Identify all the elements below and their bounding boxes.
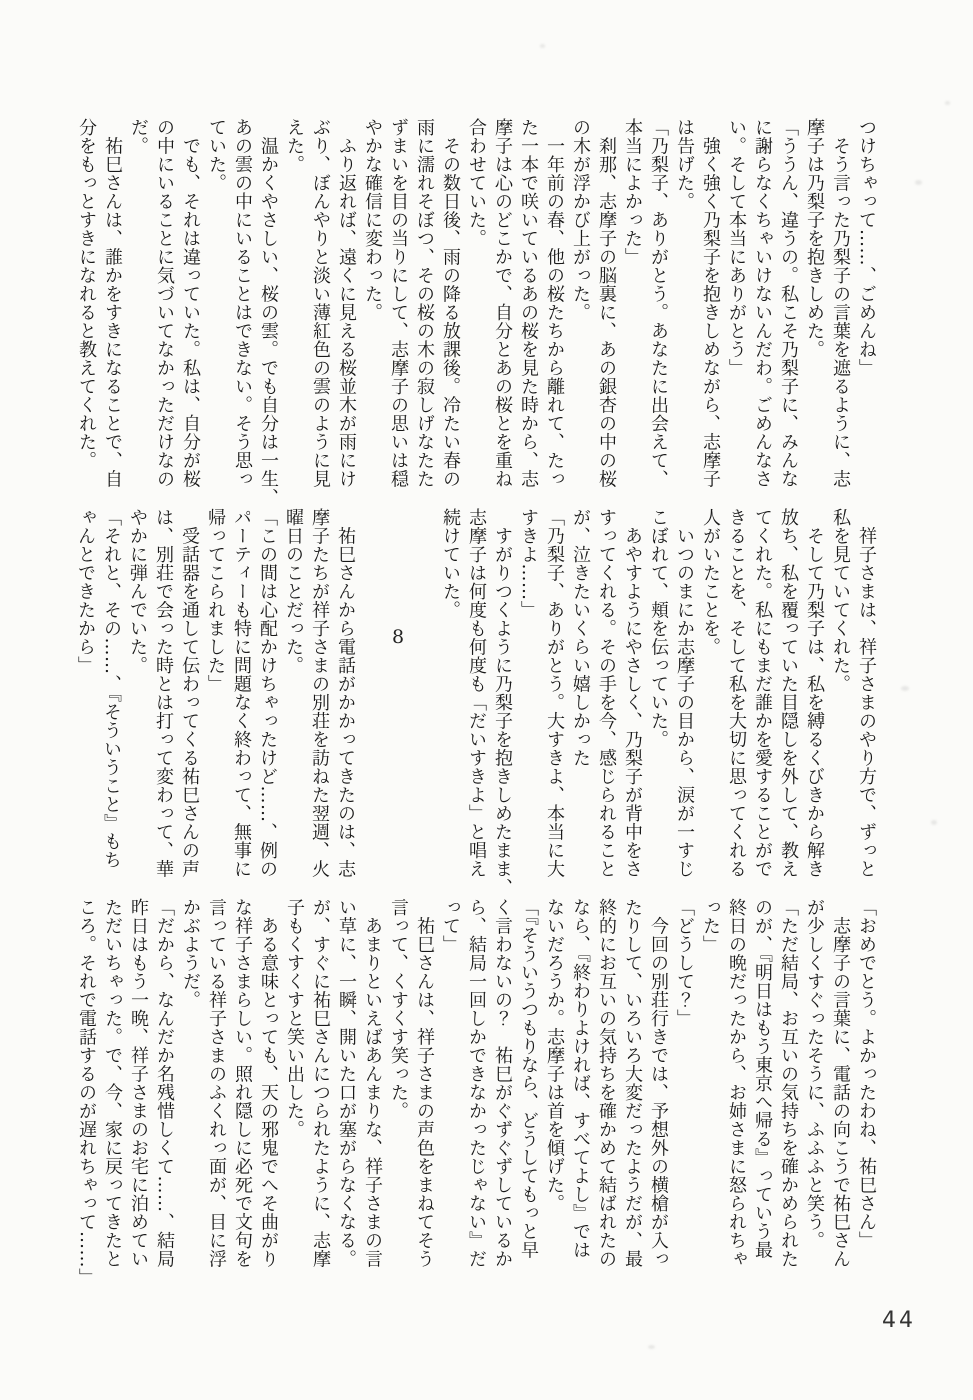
text-line: 摩子は乃梨子を抱きしめた。 — [804, 118, 825, 359]
text-line: った」 — [700, 898, 721, 954]
text-line: 続けていた。 — [440, 508, 461, 619]
text-line: 祐巳さんから電話がかかってきたのは、志 — [335, 508, 356, 878]
text-line: 合わせていた。 — [466, 118, 487, 248]
text-line: パーティーも特に問題なく終わって、無事に — [231, 508, 252, 878]
text-line: 「乃梨子、ありがとう。大すきよ、本当に大 — [544, 508, 565, 878]
text-line: やかな確信に変わった。 — [362, 118, 383, 322]
text-line: 「おめでとう。よかったわね、祐巳さん」 — [856, 898, 877, 1250]
text-line: 祐巳さんは、祥子さまの声色をまねてそう — [414, 898, 435, 1268]
text-line: い。そして本当にありがとう」 — [726, 118, 747, 377]
text-line: が、すぐに祐巳さんにつられたように、志摩 — [310, 898, 331, 1268]
text-line: 志摩子は何度も何度も「だいすきよ」と唱え — [466, 508, 487, 878]
text-line: 雨に濡れそぼつ、その桜の木の寂しげなたた — [414, 118, 435, 488]
text-line: ゃんとできたから」 — [75, 508, 96, 675]
scan-artifact — [540, 44, 545, 48]
text-line: そして乃梨子は、私を縛るくびきから解き — [804, 508, 825, 878]
text-line: きることを、そして私を大切に思ってくれる — [726, 508, 747, 878]
text-line: えた。 — [284, 118, 305, 174]
text-line: ら、結局一回しかできなかったじゃない』だ — [466, 898, 487, 1268]
text-line: ある意味とっても、天の邪鬼でへそ曲がり — [258, 898, 279, 1268]
text-line: な祥子さまらしい。照れ隠しに必死で文句を — [232, 898, 253, 1268]
text-line: つけちゃって……、ごめんね」 — [856, 118, 877, 377]
text-line: 祐巳さんは、誰かをすきになることで、自 — [102, 118, 123, 488]
text-line: に謝らなくちゃいけないんだわ。ごめんなさ — [752, 118, 773, 488]
text-line: でも、それは違っていた。私は、自分が桜 — [180, 118, 201, 488]
text-line: ふり返れば、遠くに見える桜並木が雨にけ — [336, 118, 357, 488]
text-line: って」 — [440, 898, 461, 954]
scan-artifact — [915, 180, 922, 185]
text-line: 終日の晩だったから、お姉さまに怒られちゃ — [726, 898, 747, 1268]
text-band-bottom — [67, 898, 879, 1287]
text-line: あやすようにやさしく、乃梨子が背中をさ — [622, 508, 643, 878]
text-line: いつのまにか志摩子の目から、涙が一すじ — [674, 508, 695, 878]
text-line: 言っている祥子さまのふくれっ面が、目に浮 — [206, 898, 227, 1268]
page-number: 44 — [882, 1308, 916, 1333]
text-line: 私を見ていてくれた。 — [830, 508, 851, 693]
text-line: 「ううん、違うの。私こそ乃梨子に、みんな — [778, 118, 799, 488]
text-line: 「『そういうつもりなら、どうしてもっと早 — [518, 898, 539, 1259]
text-line: 温かくやさしい、桜の雲。でも自分は一生、 — [258, 118, 279, 507]
text-line: 帰ってこられました」 — [205, 508, 226, 693]
text-line: そう言った乃梨子の言葉を遮るように、志 — [830, 118, 851, 488]
scan-artifact — [901, 686, 909, 691]
text-line: その数日後、雨の降る放課後。冷たい春の — [440, 118, 461, 488]
text-line: こぼれて、頬を伝っていた。 — [648, 508, 669, 749]
text-line: てくれた。私にもまだ誰かを愛することがで — [752, 508, 773, 878]
text-line: すってくれる。その手を今、感じられること — [596, 508, 617, 878]
text-line: 祥子さまは、祥子さまのやり方で、ずっと — [856, 508, 877, 878]
text-line: あの雲の中にいることはできない。そう思っ — [232, 118, 253, 488]
text-line: だ。 — [128, 118, 149, 155]
text-line: は告げた。 — [674, 118, 695, 211]
text-line: たりして、いろいろ大変だったようだが、最 — [622, 898, 643, 1268]
text-line: 放ち、私を覆っていた目隠しを外して、教え — [778, 508, 799, 878]
text-line: が少しくすぐったそうに、ふふふと笑う。 — [804, 898, 825, 1250]
text-line: なら、『終わりよければ、すべてよし』では — [570, 898, 591, 1259]
text-band-middle — [67, 508, 879, 897]
text-line: が、泣きたいくらい嬉しかった — [570, 508, 591, 767]
text-line: 子もくすくすと笑い出した。 — [284, 898, 305, 1139]
text-line: すきよ……」 — [518, 508, 539, 619]
text-line: の中にいることに気づいてなかっただけなの — [154, 118, 175, 488]
section-number: 8 — [387, 626, 409, 648]
text-line: 一年前の春、他の桜たちから離れて、たっ — [544, 118, 565, 488]
text-line: 強く強く乃梨子を抱きしめながら、志摩子 — [700, 118, 721, 488]
text-line: 志摩子の言葉に、電話の向こうで祐巳さん — [830, 898, 851, 1268]
scan-artifact — [931, 820, 937, 825]
text-line: く言わないの？ 祐巳がぐずぐずしているか — [492, 898, 513, 1268]
text-line: 「ただ結局、お互いの気持ちを確かめられた — [778, 898, 799, 1268]
scan-artifact — [648, 1345, 655, 1349]
text-line: すがりつくように乃梨子を抱きしめたまま、 — [492, 508, 513, 897]
text-line: た一本で咲いているあの桜を見た時から、志 — [518, 118, 539, 488]
text-line: 「この間は心配かけちゃったけど……、例の — [257, 508, 278, 878]
text-line: 「どうして？」 — [674, 898, 695, 1028]
text-line: 今回の別荘行きでは、予想外の横槍が入っ — [648, 898, 669, 1268]
text-line: かぶようだ。 — [180, 898, 201, 1009]
text-line: は、別荘で会った時とは打って変わって、華 — [153, 508, 174, 878]
text-line: ていた。 — [206, 118, 227, 192]
text-line: ぶり、ぼんやりと淡い薄紅色の雲のように見 — [310, 118, 331, 488]
text-line: やかに弾んでいた。 — [127, 508, 148, 675]
text-line: 本当によかった」 — [622, 118, 643, 266]
text-line: 終的にお互いの気持ちを確かめて結ばれたの — [596, 898, 617, 1268]
text-line: 刹那、志摩子の脳裏に、あの銀杏の中の桜 — [596, 118, 617, 488]
text-line: 言って、くすくす笑った。 — [388, 898, 409, 1120]
text-line: 昨日はもう一晩、祥子さまのお宅に泊めてい — [128, 898, 149, 1268]
text-line: 「乃梨子、ありがとう。あなたに出会えて、 — [648, 118, 669, 488]
text-line: 「それと、その……、『そういうこと』もち — [101, 508, 122, 869]
text-line: ただいちゃった。で、今、家に戻ってきたと — [102, 898, 123, 1268]
text-line: 受話器を通して伝わってくる祐巳さんの声 — [179, 508, 200, 878]
text-line: 摩子は心のどこかで、自分とあの桜とを重ね — [492, 118, 513, 488]
text-line: あまりといえばあんまりな、祥子さまの言 — [362, 898, 383, 1268]
text-line: ずまいを目の当りにして、志摩子の思いは穏 — [388, 118, 409, 488]
scan-artifact — [945, 101, 950, 105]
text-line: い草に、一瞬、開いた口が塞がらなくなる。 — [336, 898, 357, 1268]
text-line: ころ。それで電話するのが遅れちゃって……」 — [76, 898, 97, 1287]
text-line: 分をもっとすきになれると教えてくれた。 — [76, 118, 97, 470]
text-band-top — [67, 118, 879, 507]
text-line: 「だから、なんだか名残惜しくて……、結局 — [154, 898, 175, 1268]
text-line: 摩子たちが祥子さまの別荘を訪ねた翌週、火 — [309, 508, 330, 878]
text-line: の木が浮かび上がった。 — [570, 118, 591, 322]
text-line: のが、『明日はもう東京へ帰る』っていう最 — [752, 898, 773, 1259]
text-line: ないだろうか。志摩子は首を傾げた。 — [544, 898, 565, 1213]
text-line: 人がいたことを。 — [700, 508, 721, 656]
text-line: 曜日のことだった。 — [283, 508, 304, 675]
